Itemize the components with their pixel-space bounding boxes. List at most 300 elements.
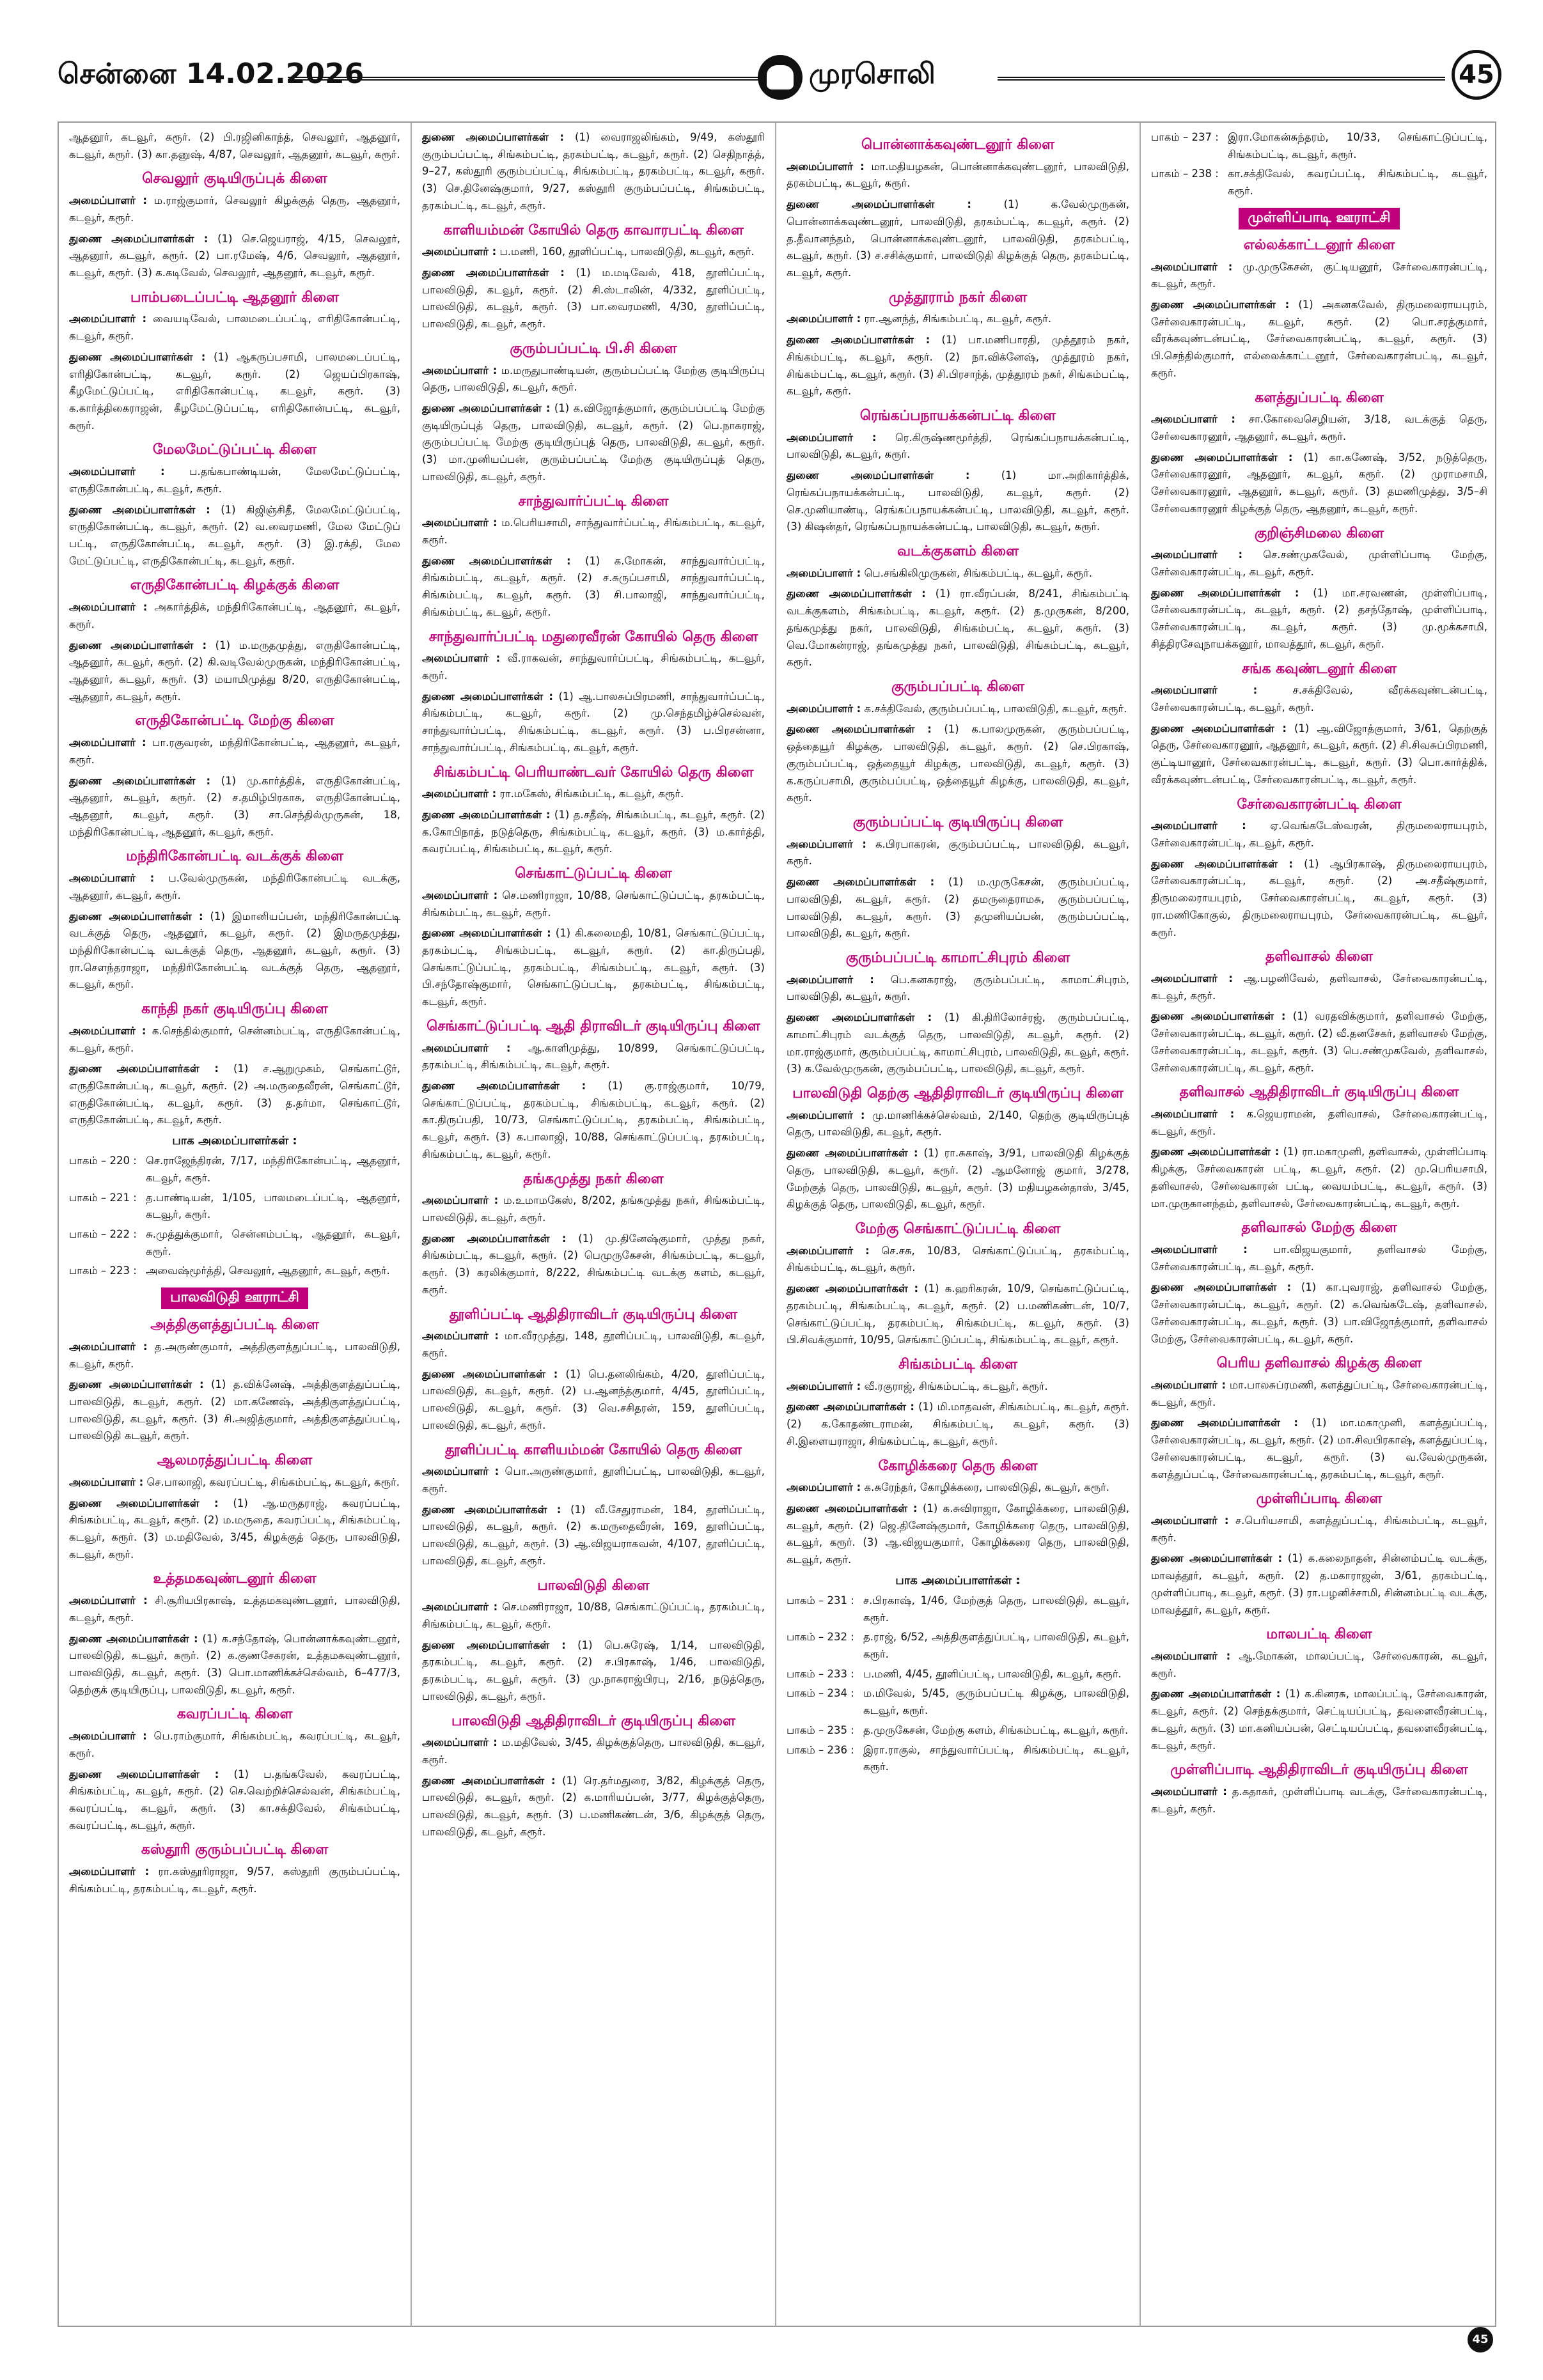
column-2 — [411, 123, 775, 2326]
member-entry — [69, 463, 400, 497]
member-details: (1) க.விஜோத்குமார், குரும்பப்பட்டி மேற்கு குடியிருப்புத் தெரு, பாலவிடுதி, கடவூர், கரூர். (2) பெ.நாகராஜ், குரும்பப்பட்டி மேற்கு குடியிருப்புத் தெரு, பாலவிடுதி, கடவூர், கரூர். (3) மா.முனியப்பன், குரும்பப்பட்டி மேற்கு குடியிருப்புத் தெரு, பாலவிடுதி, கடவூர், கரூர். — [422, 402, 765, 483]
member-entry — [787, 972, 1129, 1006]
member-entry — [422, 553, 765, 621]
branch-heading: பாலவிடுதி கிளை — [537, 1577, 650, 1594]
booth-organizer-entry — [787, 1685, 1129, 1719]
booth-organizer-details: கா.சக்திவேல், கவரப்பட்டி, சிங்கம்பட்டி, கடவூர், கரூர். — [1228, 167, 1487, 198]
branch-heading: தூளிப்பட்டி காளியம்மன் கோயில் தெரு கிளை — [445, 1442, 742, 1458]
member-entry — [69, 1023, 400, 1057]
role-label: துணை அமைப்பாளர்கள் : — [69, 910, 203, 922]
section-subtitle: பாக அமைப்பாளர்கள் : — [172, 1134, 297, 1148]
member-entry — [422, 265, 765, 333]
member-details: (1) ரா.மகாமுனி, தளிவாசல், முள்ளிப்பாடி கிழக்கு, சேர்வைகாரன் பட்டி, கடவூர், கரூர். (2) மு.பெரியசாமி, தளிவாசல், சேர்வைகாரன் பட்டி, வையம்பட்டி, கடவூர், கரூர். (3) மா.முருகானந்தம், தளிவாசல், சேர்வைகாரன்பட்டி, கடவூர், கரூர். — [1151, 1146, 1487, 1209]
member-entry — [1151, 1648, 1487, 1682]
member-details: பா.ரகுவரன், மந்திரிகோன்பட்டி, ஆதனூர், கடவூர், கரூர். — [69, 736, 400, 766]
role-label: துணை அமைப்பாளர்கள் : — [1151, 586, 1299, 599]
role-label: துணை அமைப்பாளர்கள் : — [1151, 1010, 1286, 1023]
branch-heading: வடக்குகளம் கிளை — [897, 543, 1019, 559]
branch-heading: தூளிப்பட்டி ஆதிதிராவிடர் குடியிருப்பு கிளை — [449, 1306, 738, 1323]
branch-heading: தளிவாசல் மேற்கு கிளை — [1241, 1220, 1397, 1236]
branch-heading: குறிஞ்சிமலை கிளை — [1254, 525, 1384, 541]
member-details: வீ.ரகுராஜ், சிங்கம்பட்டி, கடவூர், கரூர். — [864, 1380, 1048, 1392]
member-details: ரா.மகேஸ், சிங்கம்பட்டி, கடவூர், கரூர். — [499, 788, 684, 800]
booth-number: பாகம் – 232 : — [787, 1631, 854, 1644]
branch-heading: குரும்பப்பட்டி பி.சி கிளை — [510, 340, 677, 357]
member-details: ம.உமாமகேஸ், 8/202, தங்கமுத்து நகர், சிங்கம்பட்டி, பாலவிடுதி, கடவூர், கரூர். — [422, 1194, 765, 1224]
role-label: துணை அமைப்பாளர்கள் : — [1151, 1146, 1280, 1158]
member-entry — [69, 502, 400, 570]
member-entry — [422, 1078, 765, 1163]
member-details: (1) மா.சரவணன், முள்ளிப்பாடி, சேர்வைகாரன்பட்டி, கடவூர், கரூர். (2) தசந்தோஷ், முள்ளிப்பாடி, சேர்வைகாரன்பட்டி, கடவூர், கரூர். (3) மு.மூக்கசாமி, சித்திரசேவுநாயக்கனூர், மாவத்தூர், கடவூர், கரூர். — [1151, 586, 1487, 650]
panchayat-title: முள்ளிப்பாடி ஊராட்சி — [1239, 208, 1399, 229]
member-details: ரெ.கிருஷ்ணமூர்த்தி, ரெங்கப்பநாயக்கன்பட்டி, பாலவிடுதி, கடவூர், கரூர். — [787, 431, 1130, 461]
booth-organizer-details: ச.பிரகாஷ், 1/46, மேற்குத் தெரு, பாலவிடுதி, கடவூர், கரூர். — [863, 1594, 1129, 1624]
member-details: பெ.சங்கிலிமுருகன், சிங்கம்பட்டி, கடவூர், கரூர். — [864, 566, 1092, 579]
branch-heading: குரும்பப்பட்டி காமாட்சிபுரம் கிளை — [845, 950, 1070, 966]
branch-heading: முத்தூராம் நகர் கிளை — [888, 289, 1028, 306]
branch-heading: பெரிய தளிவாசல் கிழக்கு கிளை — [1216, 1355, 1422, 1372]
member-details: செ.சண்முகவேல், முள்ளிப்பாடி மேற்கு, சேர்வைகாரன்பட்டி, கடவூர், கரூர். — [1151, 548, 1487, 578]
member-entry — [422, 1328, 765, 1362]
column-1 — [59, 123, 411, 2326]
page-number-badge: 45 — [1452, 50, 1501, 100]
member-details: (1) க.சந்தோஷ், பொன்னாக்கவுண்டனூர், பாலவிடுதி, கடவூர், கரூர். (2) க.குணசேகரன், உத்தமகவுண்டனூர், பாலவிடுதி, கடவூர், கரூர். (3) பொ.மாணிக்கச்செல்வம், 6–477/3, தெற்குக் குடியிருப்பு, பாலவிடுதி, கடவூர், கரூர். — [69, 1632, 400, 1696]
footer-page-number: 45 — [1468, 2327, 1493, 2353]
role-label: அமைப்பாளர் : — [787, 1380, 861, 1392]
member-details: (1) மு.தினேஷ்குமார், முத்து நகர், சிங்கம்பட்டி, கடவூர், கரூர். (2) பெமுருகேசன், சிங்கம்பட்டி, கடவூர், கரூர். (3) கரலிக்குமார், 8/222, சிங்கம்பட்டி வடக்கு களம், கடவூர், கரூர். — [422, 1232, 765, 1296]
member-details: ரா.கஸ்தூரிராஜா, 9/57, கஸ்தூரி குரும்பப்பட்டி, சிங்கம்பட்டி, தரகம்பட்டி, கடவூர், கரூர். — [69, 1865, 400, 1895]
role-label: துணை அமைப்பாளர்கள் : — [1151, 451, 1293, 463]
booth-organizer-details: இரா.மோகன்சுந்தரம், 10/33, செங்காட்டுப்பட்டி, சிங்கம்பட்டி, கடவூர், கரூர். — [1228, 131, 1487, 160]
member-entry — [1151, 297, 1487, 382]
member-entry — [69, 908, 400, 994]
role-label: அமைப்பாளர் : — [69, 1594, 148, 1607]
role-label: அமைப்பாளர் : — [422, 1330, 499, 1342]
member-entry — [787, 1145, 1129, 1213]
member-details: பொ.அருண்குமார், தூளிப்பட்டி, பாலவிடுதி, கடவூர், கரூர். — [422, 1465, 765, 1495]
member-details: ப.தங்கபாண்டியன், மேலமேட்டுப்பட்டி, எருதிகோன்பட்டி, கடவூர், கரூர். — [69, 465, 400, 495]
member-entry — [422, 1231, 765, 1299]
booth-organizer-entry — [787, 1742, 1129, 1776]
role-label: அமைப்பாளர் : — [69, 1340, 148, 1353]
member-details: (1) ம.மடிவேல், 418, தூளிப்பட்டி, பாலவிடுதி, கடவூர், கரூர். (2) சி.ஸ்டாலின், 4/332, தூளிப்பட்டி, பாலவிடுதி, கடவூர், கரூர். (3) பா.வைரமணி, 4/30, தூளிப்பட்டி, பாலவிடுதி, கடவூர், கரூர். — [422, 267, 765, 331]
member-entry — [69, 349, 400, 435]
member-details: வையடிவேல், பாலமடைப்பட்டி, எரிதிகோன்பட்டி, கடவூர், கரூர். — [69, 313, 400, 343]
role-label: அமைப்பாளர் : — [787, 431, 877, 444]
branch-heading: மேற்கு செங்காட்டுப்பட்டி கிளை — [855, 1221, 1061, 1237]
role-label: அமைப்பாளர் : — [1151, 1108, 1235, 1120]
role-label: துணை அமைப்பாளர்கள் : — [69, 503, 210, 516]
member-entry — [787, 332, 1129, 400]
member-entry — [69, 311, 400, 345]
member-entry — [69, 735, 400, 768]
member-entry — [69, 192, 400, 226]
member-details: மு.முருகேசன், குட்டியனூர், சேர்வைகாரன்பட்டி, கடவூர், கரூர். — [1151, 260, 1487, 290]
member-details: ச.சக்திவேல், வீரக்கவுண்டன்பட்டி, சேர்வைகாரன்பட்டி, கடவூர், கரூர். — [1151, 684, 1487, 713]
role-label: துணை அமைப்பாளர்கள் : — [787, 1011, 932, 1024]
member-entry — [422, 1734, 765, 1768]
booth-number: பாகம் – 238 : — [1151, 167, 1219, 180]
branch-heading: எல்லக்காட்டனூர் கிளை — [1243, 237, 1395, 253]
member-entry — [69, 1592, 400, 1626]
booth-organizer-entry — [69, 1153, 400, 1186]
member-details: பா.விஜயகுமார், தளிவாசல் மேற்கு, சேர்வைகாரன்பட்டி, கடவூர், கரூர். — [1151, 1243, 1487, 1273]
role-label: அமைப்பாளர் : — [787, 160, 865, 173]
role-label: துணை அமைப்பாளர்கள் : — [422, 1080, 586, 1092]
member-details: செ.மணிராஜா, 10/88, செங்காட்டுப்பட்டி, தரகம்பட்டி, சிங்கம்பட்டி, கடவூர், கரூர். — [422, 889, 765, 919]
member-details: (1) வரதவிக்குமார், தளிவாசல் மேற்கு, சேர்வைகாரன்பட்டி, கடவூர், கரூர். (2) வீ.தனசேகர், தளிவாசல் மேற்கு, சேர்வைகாரன்பட்டி, கடவூர், கரூர். (3) பெ.சண்முகவேல், தளிவாசல், சேர்வைகாரன்பட்டி, கடவூர், கரூர். — [1151, 1010, 1487, 1074]
booth-organizer-entry — [1151, 129, 1487, 163]
role-label: துணை அமைப்பாளர்கள் : — [422, 402, 551, 414]
member-entry — [787, 1500, 1129, 1569]
member-entry — [787, 1280, 1129, 1349]
branch-heading: செங்காட்டுப்பட்டி கிளை — [515, 866, 672, 882]
role-label: துணை அமைப்பாளர்கள் : — [787, 198, 972, 211]
role-label: துணை அமைப்பாளர்கள் : — [69, 1632, 198, 1645]
member-entry — [422, 129, 765, 215]
role-label: அமைப்பாளர் : — [422, 517, 497, 529]
member-details: (1) கா.கணேஷ், 3/52, நடுத்தெரு, சேர்வைகாரனூர், ஆதனூர், கடவூர், கரூர். (2) முராமசாமி, சேர்வைகாரனூர், ஆதனூர், கடவூர், கரூர். (3) தமணிமுத்து, 3/5–சி சேர்வைகாரனூர் கிழக்குத் தெரு, ஆதனூர், கடவூர், கரூர். — [1151, 451, 1487, 515]
booth-number: பாகம் – 231 : — [787, 1594, 854, 1606]
role-label: அமைப்பாளர் : — [69, 1865, 150, 1878]
member-details: (1) க.கினரசு, மாலப்பட்டி, சேர்வைகாரன், கடவூர், கரூர். (2) செந்தக்குமார், செட்டியப்பட்டி, தவளைவீரன்பட்டி, கடவூர், கரூர். (3) மா.கனியப்பன், செட்டியப்பட்டி, தவளைவீரன்பட்டி, கடவூர், கரூர். — [1151, 1688, 1487, 1752]
booth-organizer-entry — [787, 1666, 1129, 1683]
role-label: அமைப்பாளர் : — [1151, 684, 1258, 697]
member-details: (1) செ.ஜெயராஜ், 4/15, செவலூர், ஆதனூர், கடவூர், கரூர். (2) பா.ரமேஷ், 4/6, செவலூர், ஆதனூர், கடவூர், கரூர். (3) க.கடிவேல், செவலூர், ஆதனூர், கடவூர், கரூர். — [69, 232, 400, 279]
role-label: துணை அமைப்பாளர்கள் : — [69, 1768, 219, 1780]
member-details: ம.மருதுபாண்டியன், குரும்பப்பட்டி மேற்கு குடியிருப்பு தெரு, பாலவிடுதி, கடவூர், கரூர். — [422, 364, 765, 394]
role-label: அமைப்பாளர் : — [1151, 972, 1233, 984]
branch-heading: மேலமேட்டுப்பட்டி கிளை — [152, 442, 317, 458]
booth-organizer-details: சு.முத்துக்குமார், சென்னம்பட்டி, ஆதனூர், கடவூர், கரூர். — [146, 1228, 400, 1257]
member-details: அகார்த்திக், மந்திரிகோன்பட்டி, ஆதனூர், கடவூர், கரூர். — [69, 601, 400, 630]
member-entry — [69, 637, 400, 706]
role-label: அமைப்பாளர் : — [1151, 1379, 1226, 1391]
member-details: (1) ஆ.பாலசுப்பிரமணி, சாந்துவார்ப்பட்டி, சிங்கம்பட்டி, கடவூர், கரூர். (2) மு.செந்தமிழ்ச்செல்வன், சாந்துவார்ப்பட்டி, சிங்கம்பட்டி, கடவூர், கரூர். (3) ப.பிரசன்னா, சாந்துவார்ப்பட்டி, சிங்கம்பட்டி, கடவூர், கரூர். — [422, 690, 765, 754]
member-details: (1) கு.ராஜ்குமார், 10/79, செங்காட்டுப்பட்டி, தரகம்பட்டி, சிங்கம்பட்டி, கடவூர், கரூர். (2) கா.திருப்பதி, 10/73, செங்காட்டுப்பட்டி, தரகம்பட்டி, சிங்கம்பட்டி, கடவூர், கரூர். (3) க.பாலாஜி, 10/88, செங்காட்டுப்பட்டி, தரகம்பட்டி, சிங்கம்பட்டி, கடவூர், கரூர். — [422, 1080, 765, 1160]
member-entry — [422, 244, 765, 261]
booth-number: பாகம் – 221 : — [69, 1191, 137, 1204]
role-label: அமைப்பாளர் : — [422, 652, 501, 665]
member-details: செ.பாலாஜி, கவரப்பட்டி, சிங்கம்பட்டி, கடவூர், கரூர். — [146, 1475, 400, 1488]
branch-heading: சாந்துவார்ப்பட்டி கிளை — [518, 493, 669, 509]
branch-heading: குரும்பப்பட்டி கிளை — [891, 679, 1024, 695]
branch-heading: சங்க கவுண்டனூர் கிளை — [1242, 660, 1397, 677]
member-details: ப.வேல்முருகன், மந்திரிகோன்பட்டி வடக்கு, ஆதனூர், கடவூர், கரூர். — [69, 872, 400, 901]
column-3 — [775, 123, 1140, 2326]
booth-organizer-details: த.ராஜ், 6/52, அத்திகுளத்துப்பட்டி, பாலவிடுதி, கடவூர், கரூர். — [863, 1631, 1129, 1660]
role-label: அமைப்பாளர் : — [787, 313, 861, 325]
member-details: ஏ.வெங்கடேஸ்வரன், திருமலைராயபுரம், சேர்வைகாரன்பட்டி, கடவூர், கரூர். — [1151, 820, 1487, 849]
booth-number: பாகம் – 235 : — [787, 1723, 854, 1736]
member-details: ப.மணி, 160, தூளிப்பட்டி, பாலவிடுதி, கடவூர், கரூர். — [499, 245, 755, 258]
role-label: அமைப்பாளர் : — [69, 601, 148, 614]
role-label: துணை அமைப்பாளர்கள் : — [1151, 1281, 1292, 1294]
role-label: அமைப்பாளர் : — [1151, 1785, 1227, 1798]
booth-number: பாகம் – 220 : — [69, 1155, 137, 1167]
booth-organizer-details: செ.ராஜேந்திரன், 7/17, மந்திரிகோன்பட்டி, ஆதனூர், கடவூர், கரூர். — [146, 1155, 400, 1184]
role-label: துணை அமைப்பாளர்கள் : — [69, 232, 208, 245]
role-label: துணை அமைப்பாளர்கள் : — [69, 774, 211, 787]
member-details: க.சக்திவேல், குரும்பப்பட்டி, பாலவிடுதி, கடவூர், கரூர். — [864, 702, 1127, 715]
member-details: (1) க.பாலமுருகன், குரும்பப்பட்டி, ஒத்தையூர் கிழக்கு, பாலவிடுதி, கடவூர், கரூர். (2) செ.பிரகாஷ், குரும்பப்பட்டி, ஒத்தையூர் கிழக்கு, பாலவிடுதி, கடவூர், கரூர். (3) க.கருப்பசாமி, குரும்பப்பட்டி, ஒத்தையூர் கிழக்கு, பாலவிடுதி, கடவூர், கரூர். — [787, 723, 1129, 804]
member-entry — [69, 870, 400, 904]
member-entry — [422, 1366, 765, 1435]
member-details: (1) த.விக்னேஷ், அத்திகுளத்துப்பட்டி, பாலவிடுதி, கடவூர், கரூர். (2) மா.கணேஷ், அத்திகுளத்துப்பட்டி, பாலவிடுதி, கடவூர், கரூர். (3) சி.அஜித்குமார், அத்திகுளத்துப்பட்டி, பாலவிடுதி கடவூர், கரூர். — [69, 1378, 401, 1442]
role-label: அமைப்பாளர் : — [1151, 1243, 1248, 1256]
member-entry — [1151, 1008, 1487, 1077]
booth-organizer-details: த.பாண்டியன், 1/105, பாலமடைப்பட்டி, ஆதனூர், கடவூர், கரூர். — [146, 1191, 400, 1221]
role-label: துணை அமைப்பாளர்கள் : — [787, 723, 932, 736]
member-entry — [422, 650, 765, 684]
role-label: துணை அமைப்பாளர்கள் : — [422, 927, 551, 940]
member-details: ம.பெரியசாமி, சாந்துவார்ப்பட்டி, சிங்கம்பட்டி, கடவூர், கரூர். — [422, 517, 765, 546]
member-entry — [1151, 682, 1487, 716]
booth-organizer-details: ம.மிவேல், 5/45, குரும்பப்பட்டி கிழக்கு, பாலவிடுதி, கடவூர், கரூர். — [863, 1687, 1129, 1717]
role-label: அமைப்பாளர் : — [422, 245, 497, 258]
member-details: ஆ.மோகன், மாலப்பட்டி, சேர்வைகாரன், கடவூர், கரூர். — [1151, 1650, 1488, 1679]
member-entry — [1151, 1144, 1487, 1212]
role-label: அமைப்பாளர் : — [69, 736, 146, 749]
panchayat-title: பாலவிடுதி ஊராட்சி — [161, 1287, 308, 1309]
role-label: அமைப்பாளர் : — [69, 1730, 147, 1743]
member-entry — [1151, 1377, 1487, 1411]
booth-number: பாகம் – 237 : — [1151, 131, 1219, 143]
edition-date: சென்னை 14.02.2026 — [58, 58, 364, 90]
role-label: துணை அமைப்பாளர்கள் : — [422, 1232, 567, 1245]
column-4 — [1140, 123, 1498, 2326]
member-details: சி.சூரியபிரகாஷ், உத்தமகவுண்டனூர், பாலவிடுதி, கடவூர், கரூர். — [69, 1594, 400, 1624]
member-entry — [69, 231, 400, 282]
role-label: அமைப்பாளர் : — [787, 1481, 861, 1494]
member-entry — [787, 196, 1129, 282]
member-details: செ.மணிராஜா, 10/88, செங்காட்டுப்பட்டி, தரகம்பட்டி, சிங்கம்பட்டி, கடவூர், கரூர். — [422, 1601, 765, 1630]
member-details: (1) க.கலைநாதன், சின்னம்பட்டி வடக்கு, மாவத்தூர், கடவூர், கரூர். (2) த.மகாராஜன், 3/61, தரகம்பட்டி, முள்ளிப்பாடி, கடவூர், கரூர். (3) ரா.பழனிச்சாமி, சின்னம்பட்டி வடக்கு, மாவத்தூர், கடவூர், கரூர். — [1151, 1552, 1487, 1616]
branch-heading: அத்திகுளத்துப்பட்டி கிளை — [150, 1317, 319, 1334]
member-entry — [69, 1728, 400, 1762]
role-label: துணை அமைப்பாளர்கள் : — [69, 1378, 204, 1391]
role-label: அமைப்பாளர் : — [1151, 1650, 1231, 1662]
member-details: பெ.கனகராஜ், குரும்பப்பட்டி, காமாட்சிபுரம், பாலவிடுதி, கடவூர், கரூர். — [787, 973, 1129, 1003]
member-details: பெ.ராம்குமார், சிங்கம்பட்டி, கவரப்பட்டி, கடவூர், கரூர். — [69, 1730, 400, 1759]
member-entry — [422, 925, 765, 1011]
member-entry — [1151, 1241, 1487, 1275]
header-rule-left — [288, 77, 761, 81]
branch-heading: முள்ளிப்பாடி கிளை — [1256, 1491, 1382, 1507]
branch-heading: செவலூர் குடியிருப்புக் கிளை — [142, 171, 327, 187]
member-entry — [422, 1773, 765, 1841]
member-entry — [1151, 856, 1487, 942]
member-entry — [1151, 449, 1487, 518]
branch-heading: கஸ்தூரி குரும்பப்பட்டி கிளை — [141, 1842, 329, 1858]
booth-organizer-entry — [1151, 166, 1487, 199]
article-columns — [58, 121, 1496, 2327]
role-label: அமைப்பாளர் : — [787, 1108, 865, 1121]
role-label: அமைப்பாளர் : — [422, 1736, 497, 1749]
branch-heading: தளிவாசல் ஆதிதிராவிடர் குடியிருப்பு கிளை — [1179, 1084, 1459, 1101]
member-entry — [787, 565, 1129, 582]
role-label: துணை அமைப்பாளர்கள் : — [787, 1147, 918, 1160]
role-label: அமைப்பாளர் : — [422, 1041, 511, 1054]
member-details: மா.மதியழகன், பொன்னாக்கவுண்டனூர், பாலவிடுதி, தரகம்பட்டி, கடவூர், கரூர். — [787, 160, 1129, 190]
branch-heading: முள்ளிப்பாடி ஆதிதிராவிடர் குடியிருப்பு கிளை — [1170, 1762, 1468, 1778]
member-entry — [1151, 1550, 1487, 1619]
member-details: (1) வைராஜலிங்கம், 9/49, கஸ்தூரி குரும்பப்பட்டி, சிங்கம்பட்டி, தரகம்பட்டி, கடவூர், கரூர். (2) செதிநாத்த், 9–27, கஸ்தூரி குரும்பப்பட்டி, சிங்கம்பட்டி, தரகம்பட்டி, கடவூர், கரூர். (3) செ.தினேஷ்குமார், 9/27, கஸ்தூரி குரும்பப்பட்டி, சிங்கம்பட்டி, தரகம்பட்டி, கடவூர், கரூர். — [422, 131, 765, 212]
booth-organizer-details: த.முருகேசன், மேற்கு களம், சிங்கம்பட்டி, கடவூர், கரூர். — [863, 1723, 1129, 1736]
member-entry — [1151, 259, 1487, 293]
member-details: (1) வீ.சேதுராமன், 184, தூளிப்பட்டி, பாலவிடுதி, கடவூர், கரூர். (2) க.மருதைவீரன், 169, தூளிப்பட்டி, பாலவிடுதி, கடவூர், கரூர். (3) ஆ.விஜயராகவன், 4/107, தூளிப்பட்டி, பாலவிடுதி, கடவூர், கரூர். — [422, 1503, 765, 1567]
booth-organizer-entry — [787, 1629, 1129, 1663]
role-label: அமைப்பாளர் : — [422, 1465, 499, 1478]
branch-heading: ஆலமரத்துப்பட்டி கிளை — [157, 1452, 313, 1469]
branch-heading: காந்தி நகர் குடியிருப்பு கிளை — [141, 1001, 328, 1018]
member-entry — [422, 515, 765, 548]
member-entry — [1151, 1686, 1487, 1754]
member-entry — [422, 1463, 765, 1497]
role-label: துணை அமைப்பாளர்கள் : — [1151, 1417, 1298, 1429]
member-entry — [1151, 1784, 1487, 1817]
role-label: அமைப்பாளர் : — [69, 872, 155, 885]
member-details: (1) ரா.சுகாஷ், 3/91, பாலவிடுதி கிழக்குத் தெரு, பாலவிடுதி, கடவூர், கரூர். (2) ஆமனோஜ் குமார், 3/278, மேற்குத் தெரு, பாலவிடுதி, கடவூர், கரூர். (3) மதியழகன்தாஸ், 3/45, கிழக்குத் தெரு, பாலவிடுதி, கடவூர், கரூர். — [787, 1147, 1129, 1211]
member-entry — [787, 701, 1129, 718]
member-entry — [787, 1378, 1129, 1396]
booth-number: பாகம் – 234 : — [787, 1687, 854, 1700]
member-details: (1) இமானியப்பன், மந்திரிகோன்பட்டி வடக்குத் தெரு, ஆதனூர், கடவூர், கரூர். (2) இமருதமுத்து, மந்திரிகோன்பட்டி வடக்குத் தெரு, ஆதனூர், கடவூர், கரூர். (3) ரா.செளந்தராஜா, மந்திரிகோன்பட்டி வடக்குத் தெரு, ஆதனூர், கடவூர், கரூர். — [69, 910, 400, 991]
member-entry — [787, 1009, 1129, 1078]
branch-heading: சிங்கம்பட்டி பெரியாண்டவர் கோயில் தெரு கிளை — [433, 764, 754, 781]
member-entry — [1151, 970, 1487, 1004]
member-entry — [1151, 1513, 1487, 1546]
member-entry — [69, 773, 400, 841]
role-label: அமைப்பாளர் : — [1151, 413, 1235, 426]
role-label: துணை அமைப்பாளர்கள் : — [422, 690, 553, 703]
member-entry — [1151, 1415, 1487, 1483]
role-label: அமைப்பாளர் : — [787, 973, 874, 986]
member-entry — [69, 599, 400, 633]
member-details: (1) ப.தங்கவேல், கவரப்பட்டி, சிங்கம்பட்டி, கடவூர், கரூர். (2) செ.வெற்றிச்செல்வன், சிங்கம்பட்டி, கவரப்பட்டி, கடவூர், கரூர். (3) கா.சக்திவேல், சிங்கம்பட்டி, கவரப்பட்டி, கடவூர், கரூர். — [69, 1768, 400, 1832]
member-details: ஆ.பழனிவேல், தளிவாசல், சேர்வைகாரன்பட்டி, கடவூர், கரூர். — [1151, 972, 1488, 1002]
member-entry — [787, 874, 1129, 942]
member-entry — [69, 1495, 400, 1564]
member-details: சா.கோவைசெழியன், 3/18, வடக்குத் தெரு, சேர்வைகாரனூர், ஆதனூர், கடவூர், கரூர். — [1151, 413, 1488, 442]
role-label: அமைப்பாளர் : — [422, 889, 498, 901]
booth-organizer-entry — [787, 1722, 1129, 1739]
member-entry — [1151, 547, 1487, 580]
role-label: அமைப்பாளர் : — [787, 702, 861, 715]
role-label: அமைப்பாளர் : — [69, 465, 165, 478]
role-label: துணை அமைப்பாளர்கள் : — [422, 1774, 556, 1787]
branch-heading: எருதிகோன்பட்டி கிழக்குக் கிளை — [130, 577, 340, 594]
member-details: (1) அகனகவேல், திருமலைராயபுரம், சேர்வைகாரன்பட்டி, கடவூர், கரூர். (2) பொ.சரத்குமார், வீரக்கவுண்டன்பட்டி, சேர்வைகாரன்பட்டி, கடவூர், கரூர். (3) பி.செந்தில்குமார், எல்லைக்காட்டனூர், சேர்வைகாரன்பட்டி, கடவூர், கரூர். — [1151, 299, 1487, 379]
member-entry — [787, 1243, 1129, 1277]
member-entry — [1151, 585, 1487, 653]
role-label: அமைப்பாளர் : — [422, 364, 497, 377]
member-entry — [1151, 818, 1487, 852]
member-details: (1) த.சதீஷ், சிங்கம்பட்டி, கடவூர், கரூர். (2) க.கோபிநாத், நடுத்தெரு, சிங்கம்பட்டி, கடவூர், கரூர். (3) ம.கார்த்தி, கவரப்பட்டி, சிங்கம்பட்டி, கடவூர், கரூர். — [422, 809, 765, 855]
role-label: அமைப்பாளர் : — [787, 837, 866, 850]
member-entry — [69, 1474, 400, 1491]
member-details: (1) கிஜிஞ்சிதீ, மேலமேட்டுப்பட்டி, எருதிகோன்பட்டி, கடவூர், கரூர். (2) வ.வைரமணி, மேல மேட்டுப் பட்டி, எருதிகோன்பட்டி, கடவூர், கரூர். (3) இ.ரக்தி, மேல மேட்டுப்பட்டி, எருதிகோன்பட்டி, கடவூர், கரூர். — [69, 503, 401, 567]
branch-heading: கவரப்பட்டி கிளை — [176, 1706, 293, 1723]
member-entry — [422, 362, 765, 396]
member-details: (1) மி.மாதவன், சிங்கம்பட்டி, கடவூர், கரூர். (2) க.கோதண்டராமன், சிங்கம்பட்டி, கடவூர், கரூர். (3) சி.இளையராஜா, சிங்கம்பட்டி, கடவூர், கரூர். — [787, 1401, 1129, 1447]
member-entry — [787, 311, 1129, 328]
member-entry — [1151, 411, 1487, 445]
header-rule-right — [998, 77, 1445, 81]
branch-heading: சிங்கம்பட்டி கிளை — [898, 1357, 1018, 1373]
member-details: செ.சசு, 10/83, செங்காட்டுப்பட்டி, தரகம்பட்டி, சிங்கம்பட்டி, கடவூர், கரூர். — [787, 1244, 1130, 1274]
member-details: (1) பெ.சுரேஷ், 1/14, பாலவிடுதி, தரகம்பட்டி, கடவூர், கரூர். (2) ச.பிரகாஷ், 1/46, பாலவிடுதி, தரகம்பட்டி, கடவூர், கரூர். (3) மு.நாகராஜ்பிரபு, 2/16, நடுத்தெரு, பாலவிடுதி, கடவூர், கரூர். — [422, 1638, 765, 1702]
member-details: க.பிரபாகரன், குரும்பப்பட்டி, பாலவிடுதி, கடவூர், கரூர். — [787, 837, 1129, 867]
member-details: க.செந்தில்குமார், சென்னம்பட்டி, எருதிகோன்பட்டி, கடவூர், கரூர். — [69, 1024, 401, 1054]
member-entry — [787, 159, 1129, 192]
role-label: அமைப்பாளர் : — [422, 1194, 499, 1207]
role-label: அமைப்பாளர் : — [69, 1475, 144, 1488]
role-label: துணை அமைப்பாளர்கள் : — [422, 131, 564, 143]
member-entry — [422, 1599, 765, 1633]
member-entry — [422, 1502, 765, 1570]
member-entry — [69, 1766, 400, 1835]
role-label: துணை அமைப்பாளர்கள் : — [1151, 1552, 1283, 1565]
member-entry — [1151, 1106, 1487, 1140]
role-label: அமைப்பாளர் : — [787, 1244, 870, 1257]
member-details: ம.மதிவேல், 3/45, கிழக்குத்தெரு, பாலவிடுதி, கடவூர், கரூர். — [422, 1736, 765, 1766]
member-entry — [69, 1631, 400, 1699]
member-details: (1) க.வேல்முருகன், பொன்னாக்கவுண்டனூர், பாலவிடுதி, தரகம்பட்டி, கடவூர், கரூர். (2) த.தீவானந்தம், பொன்னாக்கவுண்டனூர், பாலவிடுதி, தரகம்பட்டி, கடவூர், கரூர். (3) ச.சசிக்குமார், பாலவிடுதி கிழக்குத் தெரு, தரகம்பட்டி, கடவூர், கரூர். — [787, 198, 1130, 279]
role-label: அமைப்பாளர் : — [69, 313, 147, 325]
role-label: துணை அமைப்பாளர்கள் : — [422, 1367, 558, 1380]
branch-heading: சேர்வைகாரன்பட்டி கிளை — [1237, 796, 1402, 813]
member-details: மு.மாணிக்கச்செல்வம், 2/140, தெற்கு குடியிருப்புத் தெரு, பாலவிடுதி, கடவூர், கரூர். — [787, 1108, 1129, 1139]
member-details: (1) ச.ஆறுமுகம், செங்காட்டூர், எருதிகோன்பட்டி, கடவூர், கரூர். (2) அ.மருதைவீரன், செங்காட்டூர், எருதிகோன்பட்டி, கடவூர், கரூர். (3) த.தர்மா, செங்காட்டூர், எருதிகோன்பட்டி, கடவூர், கரூர். — [69, 1062, 400, 1126]
role-label: துணை அமைப்பாளர்கள் : — [69, 1062, 219, 1075]
role-label: துணை அமைப்பாளர்கள் : — [787, 876, 935, 889]
member-entry — [422, 1192, 765, 1226]
member-entry — [787, 1479, 1129, 1497]
branch-heading: பாம்படைப்பட்டி ஆதனூர் கிளை — [130, 289, 339, 306]
member-entry — [69, 129, 400, 163]
role-label: துணை அமைப்பாளர்கள் : — [69, 1497, 219, 1509]
branch-heading: உத்தமகவுண்டனூர் கிளை — [153, 1571, 317, 1587]
member-entry — [787, 586, 1129, 671]
member-details: க.சுரேந்தர், கோழிக்கரை, பாலவிடுதி, கடவூர், கரூர். — [864, 1481, 1110, 1494]
branch-heading: ரெங்கப்பநாயக்கன்பட்டி கிளை — [859, 408, 1056, 424]
member-details: (1) பா.மணிபாரதி, முத்தூரம் நகர், சிங்கம்பட்டி, கடவூர், கரூர். (2) நா.விக்னேஷ், முத்தூரம் நகர், சிங்கம்பட்டி, கடவூர், கரூர். (3) சி.பிரசாந்த், முத்தூரம் நகர், சிங்கம்பட்டி, கடவூர், கரூர். — [787, 334, 1129, 398]
role-label: அமைப்பாளர் : — [422, 1601, 498, 1614]
member-entry — [422, 786, 765, 803]
member-details: (1) கி.திரிலோச்ரஜ், குரும்பப்பட்டி, காமாட்சிபுரம் வடக்குத் தெரு, பாலவிடுதி, கடவூர், கரூர். (2) மா.ராஜ்குமார், குரும்பப்பட்டி, காமாட்சிபுரம், பாலவிடுதி, கடவூர், கரூர். (3) க.வேல்முருகன், குரும்பப்பட்டி, பாலவிடுதி, கடவூர், கரூர். — [787, 1011, 1129, 1075]
member-details: (1) ம.மருதமுத்து, எருதிகோன்பட்டி, ஆதனூர், கடவூர், கரூர். (2) கி.வடிவேல்முருகன், மந்திரிகோன்பட்டி, ஆதனூர், கடவூர், கரூர். (3) மயாமிமுத்து 8/20, எருதிகோன்பட்டி, ஆதனூர், கடவூர், கரூர். — [69, 639, 401, 703]
member-details: (1) க.ஹரிகரன், 10/9, செங்காட்டுப்பட்டி, தரகம்பட்டி, சிங்கம்பட்டி, கடவூர், கரூர். (2) ப.மணிகண்டன், 10/7, செங்காட்டுப்பட்டி, தரகம்பட்டி, சிங்கம்பட்டி, கடவூர், கரூர். (3) பி.சிவக்குமார், 10/95, செங்காட்டுப்பட்டி, சிங்கம்பட்டி, கடவூர், கரூர். — [787, 1282, 1129, 1346]
rising-sun-emblem-icon — [758, 55, 803, 100]
role-label: துணை அமைப்பாளர்கள் : — [422, 809, 551, 821]
member-entry — [69, 1339, 400, 1373]
member-entry — [787, 430, 1129, 463]
branch-heading: களத்துப்பட்டி கிளை — [1255, 389, 1384, 406]
member-details: (1) ஆகருப்பசாமி, பாலமடைப்பட்டி, எரிதிகோன்பட்டி, கடவூர், கரூர். (2) ஜெயப்பிரகாஷ், கீழமேட்டுப்பட்டி, எரிதிகோன்பட்டி, கடவூர், கரூர். (3) க.கார்த்திகைராஜன், கீழமேட்டுப்பட்டி, எரிதிகோன்பட்டி, கடவூர், கரூர். — [69, 350, 401, 432]
member-details: த.கதாகர், முள்ளிப்பாடி வடக்கு, சேர்வைகாரன்பட்டி, கடவூர், கரூர். — [1151, 1785, 1487, 1815]
member-entry — [787, 836, 1129, 870]
booth-number: பாகம் – 222 : — [69, 1228, 137, 1241]
member-details: மா.வீரமுத்து, 148, தூளிப்பட்டி, பாலவிடுதி, கடவூர், கரூர். — [422, 1330, 765, 1359]
member-details: (1) க.சுவிராஜா, கோழிக்கரை, பாலவிடுதி, கடவூர், கரூர். (2) ஜெ.தினேஷ்குமார், கோழிக்கரை தெரு, பாலவிடுதி, கடவூர், கரூர். (3) ஆ.விஜயகுமார், கோழிக்கரை தெரு, பாலவிடுதி, கடவூர், கரூர். — [787, 1502, 1129, 1566]
branch-heading: கோழிக்கரை தெரு கிளை — [878, 1458, 1038, 1474]
branch-heading: குரும்பப்பட்டி குடியிருப்பு கிளை — [852, 814, 1063, 830]
role-label: துணை அமைப்பாளர்கள் : — [787, 587, 926, 600]
member-details: ம.ராஜ்குமார், செவலூர் கிழக்குத் தெரு, ஆதனூர், கடவூர், கரூர். — [69, 194, 401, 224]
role-label: துணை அமைப்பாளர்கள் : — [69, 639, 207, 651]
booth-organizer-details: அவைஷ்மூர்த்தி, செவலூர், ஆதனூர், கடவூர், கரூர். — [146, 1264, 390, 1277]
